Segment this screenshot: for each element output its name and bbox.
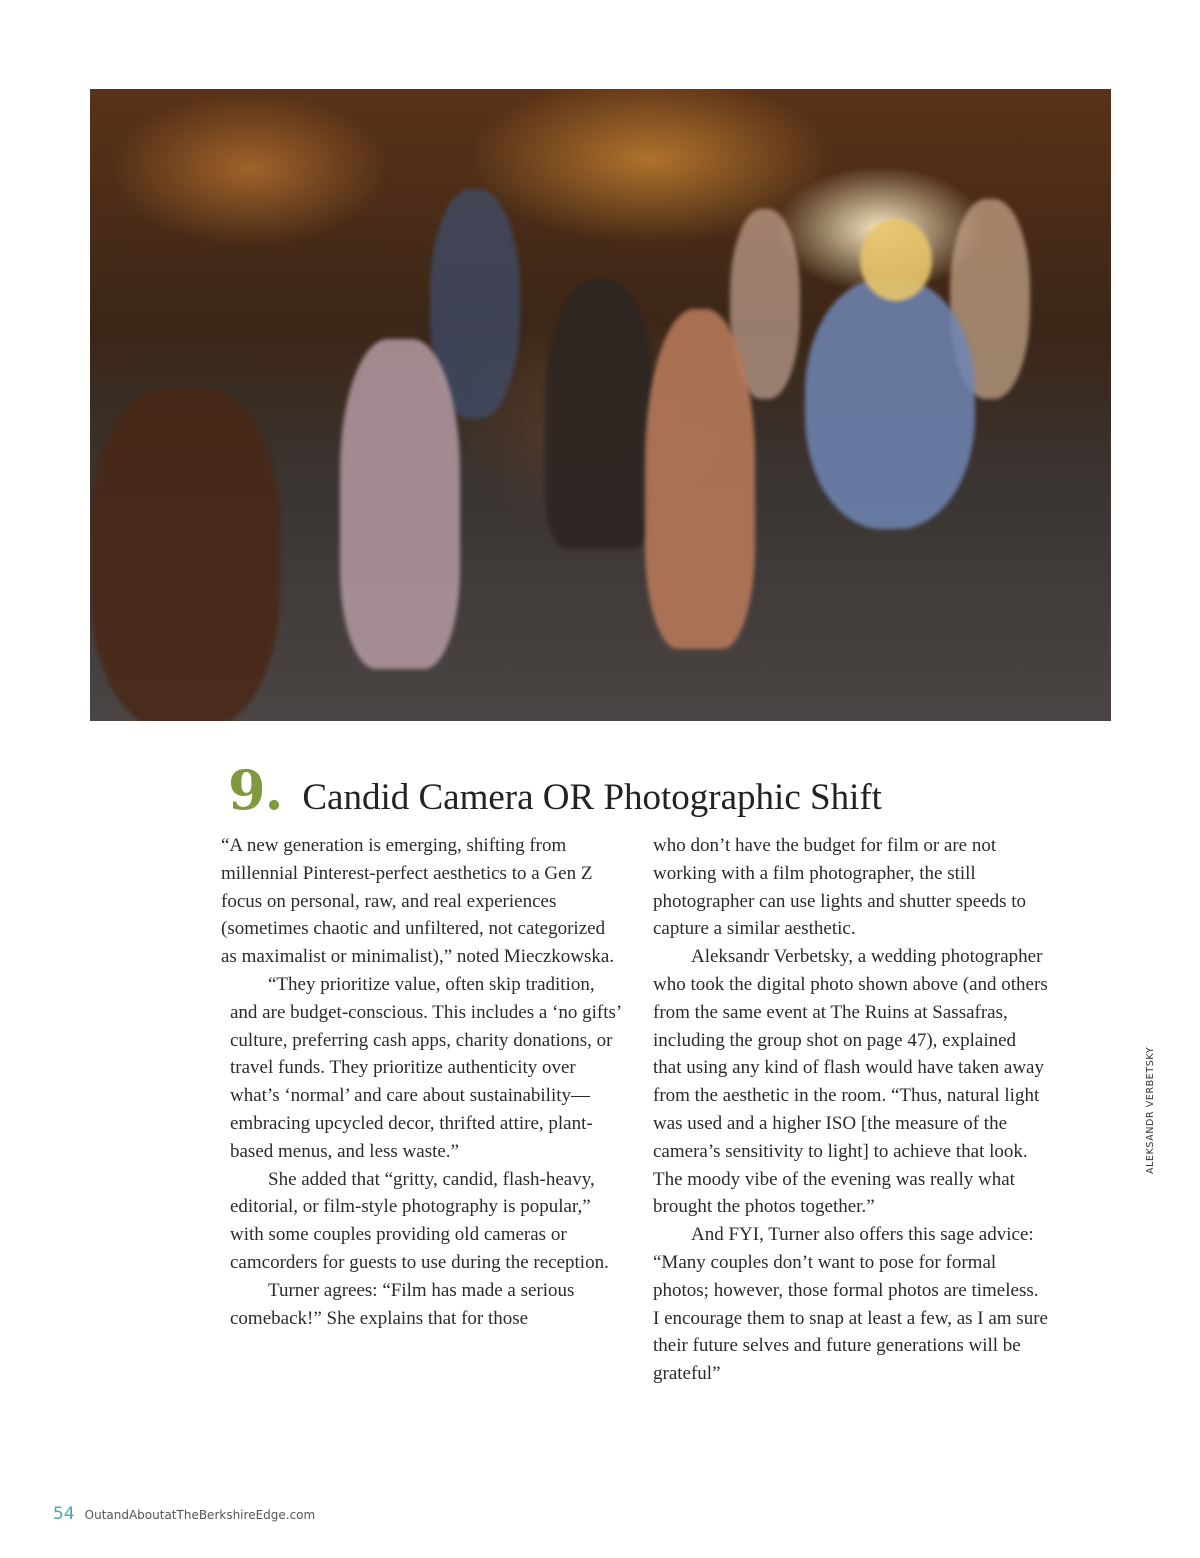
photo-figure bbox=[90, 389, 280, 721]
section-title: Candid Camera OR Photographic Shift bbox=[302, 777, 882, 818]
paragraph: Turner agrees: “Film has made a serious comeback!” She explains that for those bbox=[230, 1279, 575, 1329]
photo-figure bbox=[645, 309, 755, 649]
paragraph: “A new generation is emerging, shifting from millennial Pinterest-perfect aesthetics to a Gen Z focus on personal, raw, and real experiences (sometimes chaotic and unfiltered, not categorized as maximalist or minimalist),” noted Mieczkowska. bbox=[221, 835, 615, 968]
photo-figure bbox=[805, 279, 975, 529]
paragraph: And FYI, Turner also offers this sage advice: “Many couples don’t want to pose for formal photos; however, those formal photos are timeless. I encourage them to snap at least a few, as I am sure their future selves and future generations will be grateful” bbox=[653, 1224, 1048, 1385]
article-column-left bbox=[221, 832, 625, 1332]
footer-site: OutandAboutatTheBerkshireEdge.com bbox=[84, 1508, 316, 1522]
paragraph: “They prioritize value, often skip tradition, and are budget-conscious. This includes a ‘no gifts’ culture, preferring cash apps, charity donations, or travel funds. They prioritize authenticity over what’s ‘normal’ and care about sustainability—embracing upcycled decor, thrifted attire, plant-based menus, and less waste.” bbox=[230, 973, 621, 1162]
photo-figure bbox=[340, 339, 460, 669]
photo-figure bbox=[545, 279, 655, 549]
hero-photo bbox=[90, 89, 1111, 721]
section-number: 9. bbox=[228, 758, 283, 822]
article-column-right bbox=[653, 832, 1048, 1388]
section-heading bbox=[228, 758, 1048, 828]
page-number: 54 bbox=[53, 1504, 75, 1524]
photo-figure bbox=[860, 219, 932, 301]
paragraph: who don’t have the budget for film or are not working with a film photographer, the still photographer can use lights and shutter speeds to capture a similar aesthetic. bbox=[653, 835, 1027, 940]
paragraph: She added that “gritty, candid, flash-heavy, editorial, or film-style photography is popular,” with some couples providing old cameras or camcorders for guests to use during the reception. bbox=[230, 1168, 609, 1273]
photo-credit: ALEKSANDR VERBETSKY bbox=[1145, 1046, 1156, 1174]
page-footer bbox=[53, 1504, 315, 1524]
paragraph: Aleksandr Verbetsky, a wedding photographer who took the digital photo shown above (and others from the same event at The Ruins at Sassafras, including the group shot on page 47), explained that using any kind of flash would have taken away from the aesthetic in the room. “Thus, natural light was used and a higher ISO [the measure of the camera’s sensitivity to light] to achieve that look. The moody vibe of the evening was really what brought the photos together.” bbox=[653, 946, 1048, 1218]
